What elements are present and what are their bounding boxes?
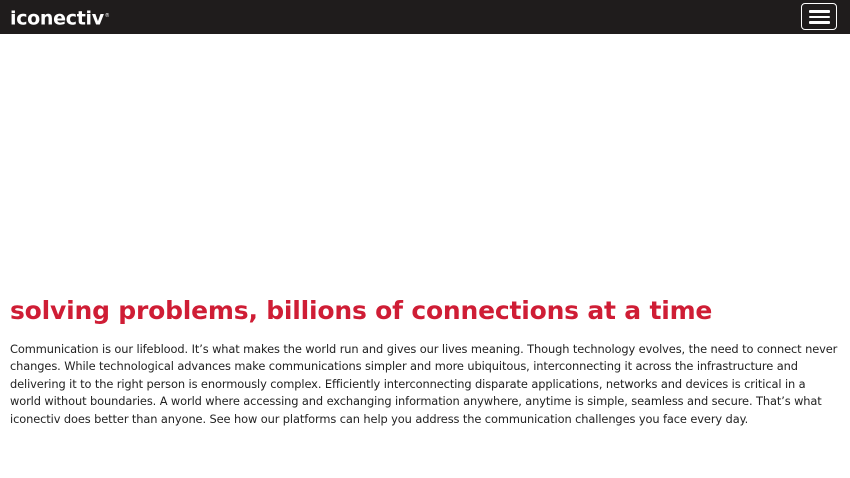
hamburger-menu-icon [809, 10, 830, 13]
page-headline: solving problems, billions of connections at a time [10, 296, 713, 325]
hamburger-menu-icon [809, 21, 830, 24]
intro-paragraph: Communication is our lifeblood. It’s what makes the world run and gives our lives meaning. Though technology evolves, the need to connect never changes. While technological advances make communications simpler and more ubiquitous, interconnecting it across the infrastructure and delivering it to the right person is enormously complex. Efficiently interconnecting disparate applications, networks and devices is critical in a world without boundaries. A world where accessing and exchanging information anywhere, anytime is simple, seamless and secure. That’s what iconectiv does better than anyone. See how our platforms can help you address the communication challenges you face every day. [10, 342, 838, 426]
top-navigation-bar [0, 0, 850, 34]
menu-toggle-button[interactable] [801, 3, 837, 30]
iconectiv-logo[interactable] [10, 4, 110, 30]
logo-text: iconectiv [10, 7, 104, 30]
trademark-mark: ® [104, 13, 110, 19]
hamburger-menu-icon [809, 16, 830, 19]
